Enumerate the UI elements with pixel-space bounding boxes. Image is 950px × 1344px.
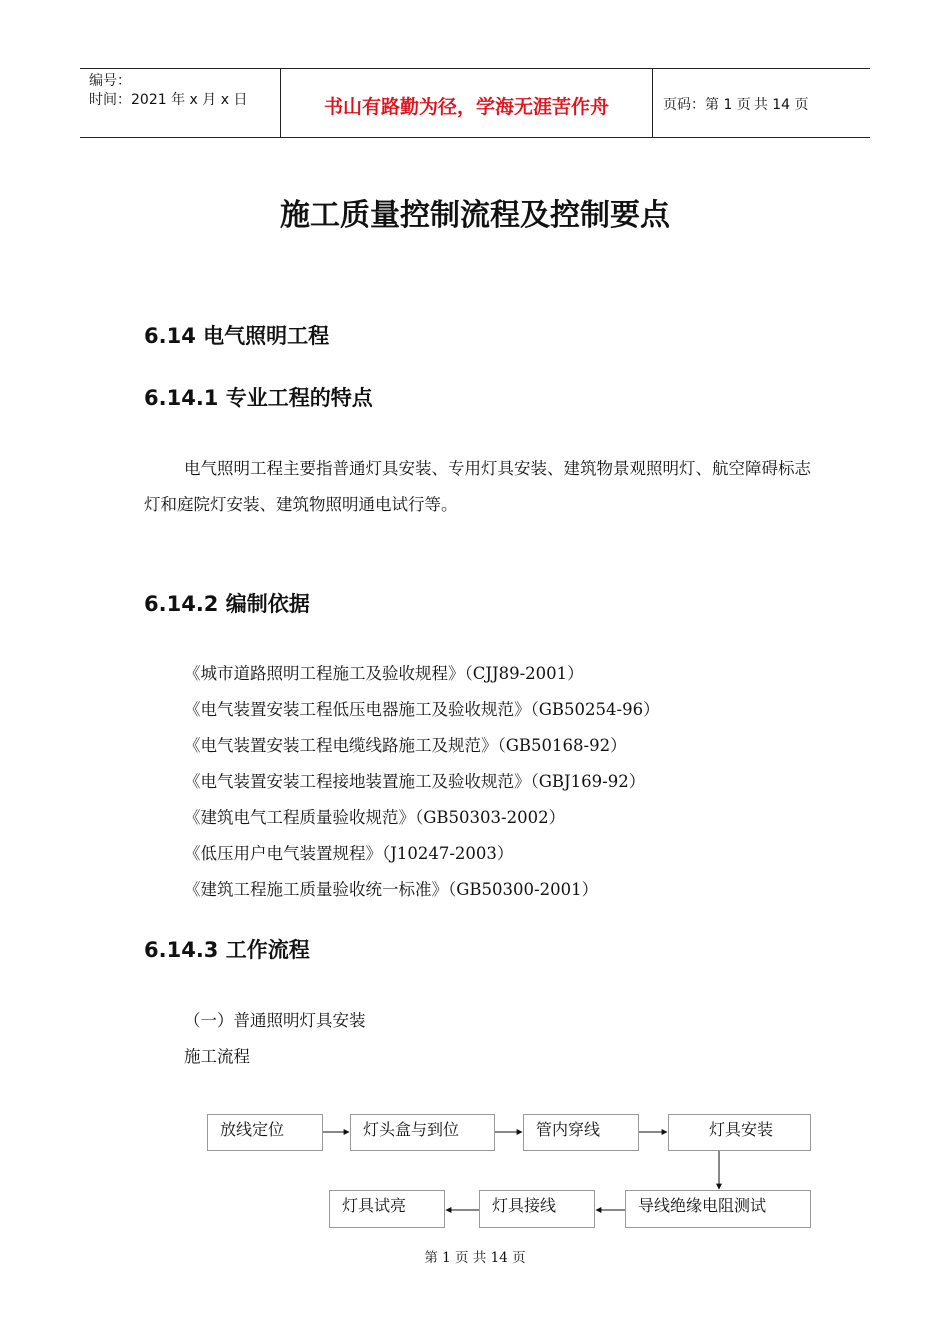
reference-item: 《建筑电气工程质量验收规范》（GB50303-2002） (184, 808, 566, 827)
flow-step-box: 灯具接线 (479, 1190, 595, 1228)
flow-step-box: 管内穿线 (523, 1114, 639, 1151)
doc-time-label: 时间：2021 年 x 月 x 日 (89, 92, 248, 108)
header-motto: 书山有路勤为径，学海无涯苦作舟 (281, 69, 653, 137)
document-title: 施工质量控制流程及控制要点 (280, 198, 670, 233)
page-footer: 第 1 页 共 14 页 (424, 1250, 526, 1266)
heading-6-14: 6.14 电气照明工程 (144, 324, 330, 348)
flow-step-box: 灯具试亮 (329, 1190, 445, 1228)
heading-6-14-2: 6.14.2 编制依据 (144, 592, 310, 616)
reference-item: 《城市道路照明工程施工及验收规程》（CJJ89-2001） (184, 664, 584, 683)
workflow-label: 施工流程 (184, 1047, 250, 1066)
heading-6-14-1: 6.14.1 专业工程的特点 (144, 386, 373, 410)
header-page-number: 页码：第 1 页 (663, 97, 751, 113)
subsection-title: （一）普通照明灯具安装 (184, 1011, 366, 1030)
features-text: 电气照明工程主要指普通灯具安装、专用灯具安装、建筑物景观照明灯、航空障碍标志灯和庭院灯安装、建筑物照明通电试行等。 (144, 459, 811, 514)
reference-item: 《电气装置安装工程接地装置施工及验收规范》（GBJ169-92） (184, 772, 646, 791)
flow-step-box: 灯具安装 (668, 1114, 811, 1151)
flow-step-box: 导线绝缘电阻测试 (625, 1190, 811, 1228)
flow-step-box: 灯头盒与到位 (350, 1114, 495, 1151)
reference-item: 《电气装置安装工程低压电器施工及验收规范》（GB50254-96） (184, 700, 660, 719)
header-page-total: 共 14 页 (753, 97, 809, 113)
reference-item: 《低压用户电气装置规程》（J10247-2003） (184, 844, 514, 863)
reference-item: 《建筑工程施工质量验收统一标准》（GB50300-2001） (184, 880, 599, 899)
heading-6-14-3: 6.14.3 工作流程 (144, 938, 310, 962)
flow-step-box: 放线定位 (207, 1114, 323, 1151)
doc-number-label: 编号： (89, 73, 131, 89)
reference-item: 《电气装置安装工程电缆线路施工及规范》（GB50168-92） (184, 736, 627, 755)
